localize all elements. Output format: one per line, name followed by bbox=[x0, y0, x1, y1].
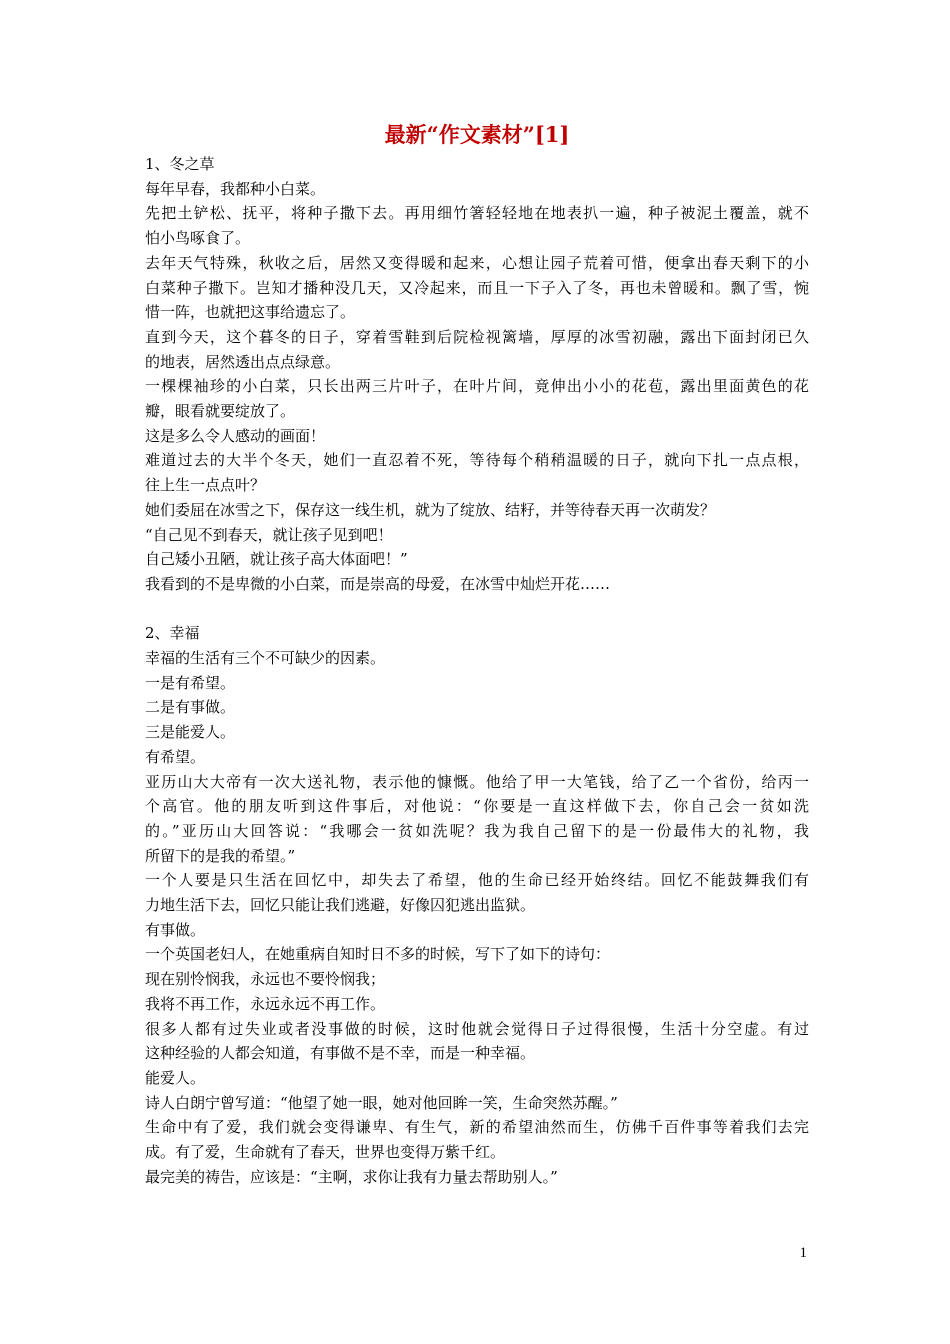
paragraph-line: 一个英国老妇人，在她重病自知时日不多的时候，写下了如下的诗句： bbox=[145, 945, 611, 964]
paragraph-line: 一是有希望。 bbox=[145, 673, 236, 692]
paragraph-line: “自己见不到春天，就让孩子见到吧！ bbox=[145, 525, 393, 544]
paragraph-line: 生命中有了爱，我们就会变得谦卑、有生气，新的希望油然而生，仿佛千百件事等着我们去完 bbox=[145, 1118, 809, 1137]
paragraph-line: 难道过去的大半个冬天，她们一直忍着不死，等待每个稍稍温暖的日子，就向下扎一点点根， bbox=[145, 451, 809, 470]
paragraph-line: 的。”亚历山大回答说：“我哪会一贫如洗呢？我为我自己留下的是一份最伟大的礼物，我 bbox=[145, 821, 809, 840]
paragraph-line: 有希望。 bbox=[145, 747, 206, 766]
paragraph-line: 去年天气特殊，秋收之后，居然又变得暖和起来，心想让园子荒着可惜，便拿出春天剩下的小 bbox=[145, 253, 809, 272]
paragraph-line: 能爱人。 bbox=[145, 1069, 206, 1087]
paragraph-line: 的地表，居然透出点点绿意。 bbox=[145, 352, 341, 371]
paragraph-line: 我看到的不是卑微的小白菜，而是崇高的母爱，在冰雪中灿烂开花…… bbox=[145, 574, 611, 593]
paragraph-line: 直到今天，这个暮冬的日子，穿着雪鞋到后院检视篱墙，厚厚的冰雪初融，露出下面封闭已久 bbox=[145, 327, 809, 346]
paragraph-line: 一棵棵袖珍的小白菜，只长出两三片叶子，在叶片间，竟伸出小小的花苞，露出里面黄色的花 bbox=[145, 377, 809, 396]
paragraph-line: 二是有事做。 bbox=[145, 698, 236, 717]
paragraph-line: 我将不再工作，永远永远不再工作。 bbox=[145, 994, 386, 1013]
paragraph-line: 先把土铲松、抚平，将种子撒下去。再用细竹箸轻轻地在地表扒一遍，种子被泥土覆盖，就不 bbox=[145, 204, 809, 223]
paragraph-line: 怕小鸟啄食了。 bbox=[145, 229, 251, 248]
document-page bbox=[145, 118, 809, 1190]
paragraph-line: 这是多么令人感动的画面！ bbox=[145, 426, 326, 445]
paragraph-line: 个高官。他的朋友听到这件事后，对他说：“你要是一直这样做下去，你自己会一贫如洗 bbox=[145, 797, 809, 816]
section-heading: 2、幸福 bbox=[145, 624, 200, 643]
document-title: 最新“作文素材”[1] bbox=[384, 122, 570, 147]
paragraph-line: 最完美的祷告，应该是：“主啊，求你让我有力量去帮助别人。” bbox=[145, 1167, 558, 1186]
paragraph-line: 亚历山大大帝有一次大送礼物，表示他的慷慨。他给了甲一大笔钱，给了乙一个省份，给丙一 bbox=[145, 772, 809, 791]
paragraph-line: 所留下的是我的希望。” bbox=[145, 846, 296, 865]
paragraph-line: 有事做。 bbox=[145, 920, 206, 939]
paragraph-line: 她们委屈在冰雪之下，保存这一线生机，就为了绽放、结籽，并等待春天再一次萌发？ bbox=[145, 500, 716, 519]
section-spacer bbox=[145, 597, 809, 622]
paragraph-line: 幸福的生活有三个不可缺少的因素。 bbox=[145, 649, 386, 668]
paragraph-line: 自己矮小丑陋，就让孩子高大体面吧！” bbox=[145, 550, 408, 569]
paragraph-line: 白菜种子撒下。岂知才播种没几天，又冷起来，而且一下子入了冬，再也未曾暖和。飘了雪，惋 bbox=[145, 278, 809, 297]
paragraph-line: 很多人都有过失业或者没事做的时候，这时他就会觉得日子过得很慢，生活十分空虚。有过 bbox=[145, 1019, 809, 1038]
paragraph-line: 力地生活下去，回忆只能让我们逃避，好像囚犯逃出监狱。 bbox=[145, 896, 536, 915]
section-heading: 1、冬之草 bbox=[145, 155, 215, 173]
page-number: 1 bbox=[799, 1245, 807, 1261]
paragraph-line: 三是能爱人。 bbox=[145, 723, 236, 742]
paragraph-line: 这种经验的人都会知道，有事做不是不幸，而是一种幸福。 bbox=[145, 1044, 536, 1063]
paragraph-line: 一个人要是只生活在回忆中，却失去了希望，他的生命已经开始终结。回忆不能鼓舞我们有 bbox=[145, 871, 809, 890]
paragraph-line: 成。有了爱，生命就有了春天，世界也变得万紫千红。 bbox=[145, 1143, 506, 1162]
paragraph-line: 每年早春，我都种小白菜。 bbox=[145, 179, 326, 198]
paragraph-line: 往上生一点点叶？ bbox=[145, 476, 266, 495]
paragraph-line: 惜一阵，也就把这事给遗忘了。 bbox=[145, 303, 356, 322]
paragraph-line: 现在别怜悯我，永远也不要怜悯我； bbox=[145, 970, 386, 989]
paragraph-line: 诗人白朗宁曾写道：“他望了她一眼，她对他回眸一笑，生命突然苏醒。” bbox=[145, 1093, 618, 1112]
paragraph-line: 瓣，眼看就要绽放了。 bbox=[145, 402, 296, 421]
document-body bbox=[145, 152, 809, 1190]
